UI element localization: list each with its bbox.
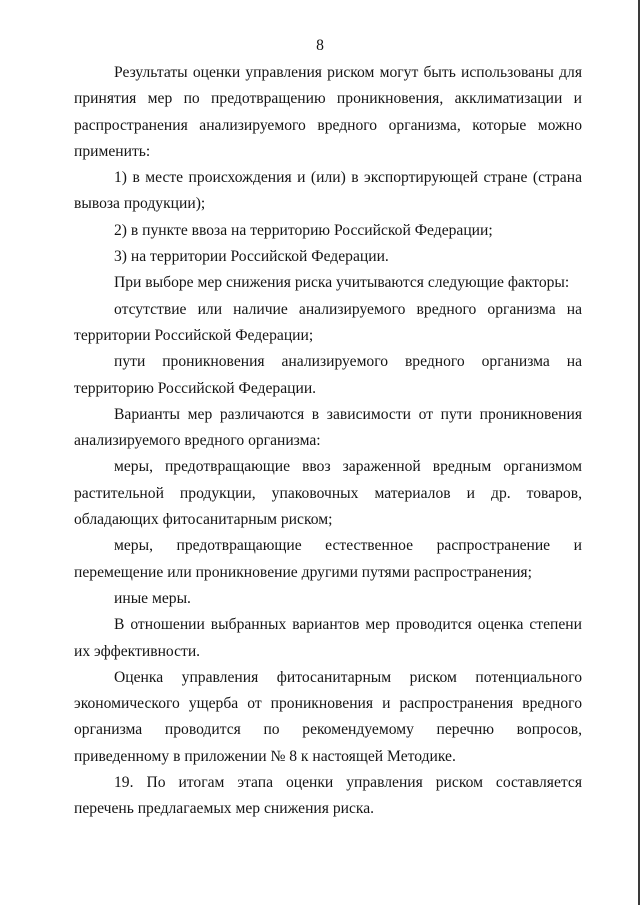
paragraph-measure-import: меры, предотвращающие ввоз зараженной вредным организмом растительной продукции, упаковочных материалов и др. товаров, обладающих фитосанитарным риском; bbox=[74, 458, 582, 529]
paragraph-measure-other: иные меры. bbox=[114, 589, 191, 607]
paragraph-factors: При выборе мер снижения риска учитываются следующие факторы: bbox=[114, 274, 570, 292]
document-body bbox=[74, 60, 582, 823]
paragraph-factor-presence: отсутствие или наличие анализируемого вредного организма на территории Российской Федерации; bbox=[74, 300, 582, 344]
paragraph-factor-pathways: пути проникновения анализируемого вредного организма на территорию Российской Федерации. bbox=[74, 353, 582, 397]
paragraph-intro: Результаты оценки управления риском могут быть использованы для принятия мер по предотвращению проникновения, акклиматизации и распространения анализируемого вредного организма, которые можно применить: bbox=[74, 64, 582, 160]
paragraph-item-19: 19. По итогам этапа оценки управления риском составляется перечень предлагаемых мер снижения риска. bbox=[74, 774, 582, 818]
paragraph-item-2: 2) в пункте ввоза на территорию Российской Федерации; bbox=[114, 221, 493, 239]
paragraph-item-1: 1) в месте происхождения и (или) в экспортирующей стране (страна вывоза продукции); bbox=[74, 169, 582, 213]
paragraph-item-3: 3) на территории Российской Федерации. bbox=[114, 248, 389, 266]
paragraph-variants: Варианты мер различаются в зависимости от пути проникновения анализируемого вредного организма: bbox=[74, 405, 582, 450]
paragraph-efficiency: В отношении выбранных вариантов мер проводится оценка степени их эффективности. bbox=[74, 616, 582, 660]
page-number: 8 bbox=[316, 37, 324, 54]
paragraph-assessment: Оценка управления фитосанитарным риском потенциального экономического ущерба от проникновения и распространения вредного организма проводится по рекомендуемому перечню вопросов, приведенному в приложении № 8 к настоящей Методике. bbox=[74, 668, 582, 765]
paragraph-measure-natural: меры, предотвращающие естественное распространение и перемещение или проникновение другими путями распространения; bbox=[74, 537, 582, 581]
